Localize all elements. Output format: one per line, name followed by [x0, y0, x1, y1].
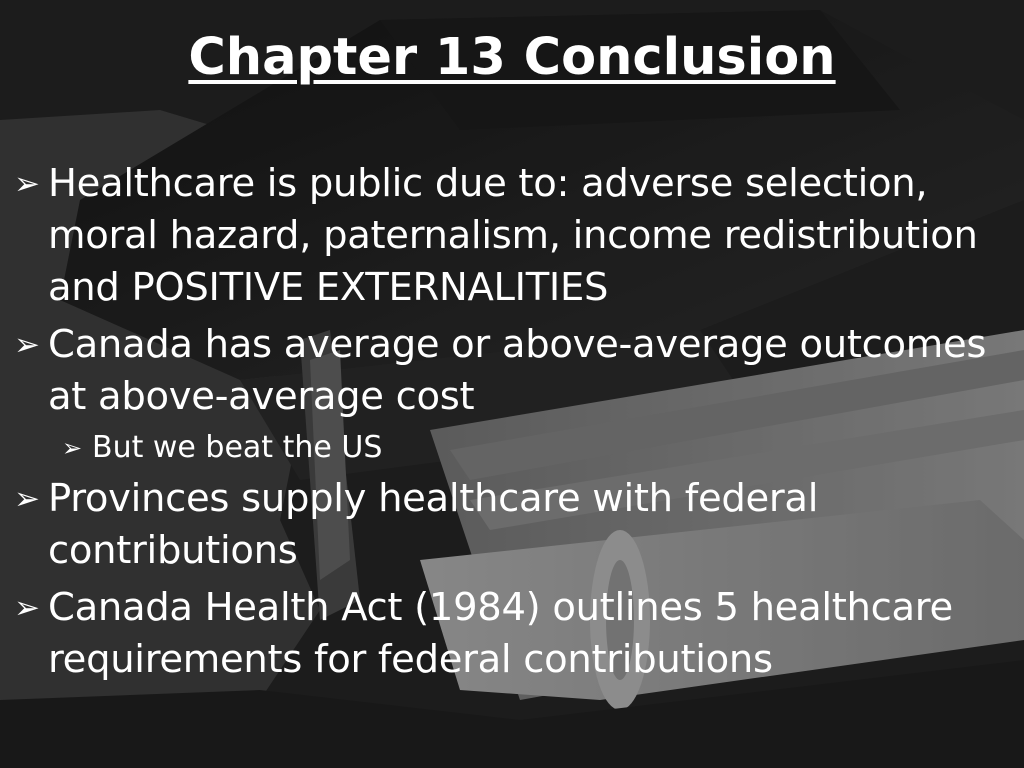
arrow-bullet-icon: ➢	[14, 481, 40, 517]
bullet-list	[14, 158, 1014, 686]
bullet-item	[14, 319, 1014, 423]
bullet-text: Provinces supply healthcare with federal contributions	[48, 476, 819, 573]
arrow-bullet-icon: ➢	[62, 434, 83, 462]
slide-title: Chapter 13 Conclusion	[188, 28, 836, 87]
sub-bullet-text: But we beat the US	[92, 430, 383, 465]
arrow-bullet-icon: ➢	[14, 327, 40, 363]
bullet-text: Canada has average or above-average outcomes at above-average cost	[48, 322, 987, 419]
bullet-text: Canada Health Act (1984) outlines 5 healthcare requirements for federal contributions	[48, 585, 953, 682]
bullet-text: Healthcare is public due to: adverse selection, moral hazard, paternalism, income redistribution and POSITIVE EXTERNALITIES	[48, 161, 978, 310]
sub-bullet-item	[62, 426, 1014, 470]
arrow-bullet-icon: ➢	[14, 166, 40, 202]
bullet-item	[14, 582, 1014, 686]
arrow-bullet-icon: ➢	[14, 590, 40, 626]
bullet-item	[14, 473, 1014, 577]
bullet-item	[14, 158, 1014, 314]
